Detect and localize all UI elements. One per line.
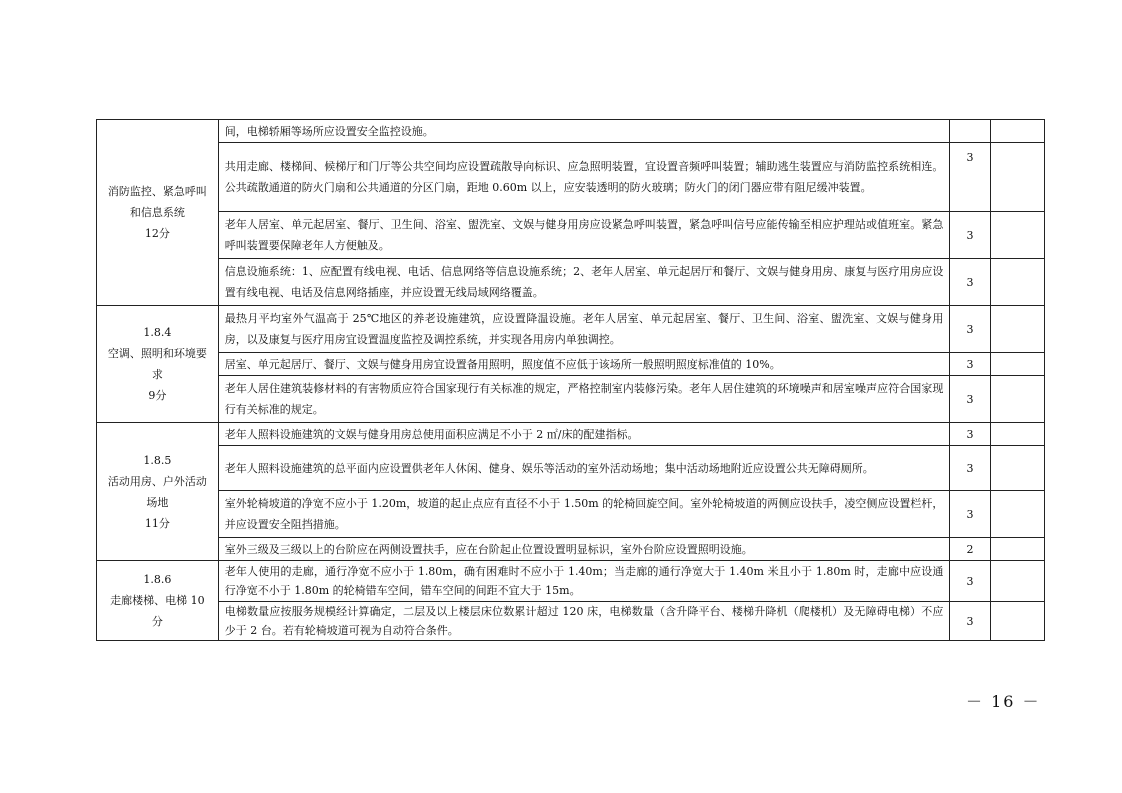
score-cell: 3: [950, 306, 990, 353]
blank-cell: [990, 120, 1044, 143]
category-line: 求: [151, 368, 163, 381]
requirement-text: 老年人居住建筑装修材料的有害物质应符合国家现行有关标准的规定，严格控制室内装修污染。老年人居住建筑的环境噪声和居室噪声应符合国家现行有关标准的规定。: [218, 376, 950, 423]
requirement-text: 共用走廊、楼梯间、候梯厅和门厅等公共空间均应设置疏散导向标识、应急照明装置，宜设置音频呼叫装置；辅助逃生装置应与消防监控系统相连。公共疏散通道的防火门扇和公共通道的分区门扇，距地 0.60m 以上，应安装透明的防火玻璃；防火门的闭门器应带有阻尼缓冲装置。: [218, 143, 950, 212]
score-cell: 3: [950, 423, 990, 446]
requirement-text: 室外三级及三级以上的台阶应在两侧设置扶手，应在台阶起止位置设置明显标识，室外台阶应设置照明设施。: [218, 538, 950, 561]
requirement-text: 居室、单元起居厅、餐厅、文娱与健身用房宜设置备用照明，照度值不应低于该场所一般照明照度标准值的 10%。: [218, 353, 950, 376]
category-cell: [97, 561, 219, 641]
category-line: 走廊楼梯、电梯 10: [110, 594, 205, 607]
category-line: 12分: [144, 227, 170, 240]
table-row: [97, 491, 1045, 538]
table-row: [97, 561, 1045, 602]
category-line: 空调、照明和环境要: [107, 347, 207, 360]
requirement-text: 电梯数量应按服务规模经计算确定，二层及以上楼层床位数累计超过 120 床，电梯数量（含升降平台、楼梯升降机（爬楼机）及无障碍电梯）不应少于 2 台。若有轮椅坡道可视为自动符合条件。: [218, 602, 950, 641]
score-cell: 3: [950, 561, 990, 602]
table-row: [97, 143, 1045, 212]
requirement-text: 老年人居室、单元起居室、餐厅、卫生间、浴室、盥洗室、文娱与健身用房应设紧急呼叫装置，紧急呼叫信号应能传输至相应护理站或值班室。紧急呼叫装置要保障老年人方便触及。: [218, 212, 950, 259]
requirement-text: 老年人照料设施建筑的总平面内应设置供老年人休闲、健身、娱乐等活动的室外活动场地；集中活动场地附近应设置公共无障碍厕所。: [218, 446, 950, 491]
table-row: [97, 423, 1045, 446]
blank-cell: [990, 538, 1044, 561]
table-row: [97, 306, 1045, 353]
score-cell: 3: [950, 602, 990, 641]
requirement-text: 老年人使用的走廊，通行净宽不应小于 1.80m，确有困难时不应小于 1.40m；当走廊的通行净宽大于 1.40m 米且小于 1.80m 时，走廊中应设通行净宽不小于 1.80m 的轮椅错车空间，错车空间的间距不宜大于 15m。: [218, 561, 950, 602]
score-cell: 3: [950, 259, 990, 306]
score-cell: 3: [950, 353, 990, 376]
table-row: [97, 538, 1045, 561]
table-row: [97, 259, 1045, 306]
score-cell: 2: [950, 538, 990, 561]
requirement-text: 老年人照料设施建筑的文娱与健身用房总使用面积应满足不小于 2 ㎡/床的配建指标。: [218, 423, 950, 446]
category-line: 1.8.4: [143, 326, 172, 339]
page-number: － 16 －: [966, 692, 1041, 711]
requirement-text: 最热月平均室外气温高于 25℃地区的养老设施建筑，应设置降温设施。老年人居室、单元起居室、餐厅、卫生间、浴室、盥洗室、文娱与健身用房，以及康复与医疗用房宜设置温度监控及调控系统，并实现各用房内单独调控。: [218, 306, 950, 353]
blank-cell: [990, 491, 1044, 538]
table-row: [97, 212, 1045, 259]
blank-cell: [990, 259, 1044, 306]
table-row: [97, 120, 1045, 143]
category-line: 活动用房、户外活动: [107, 474, 207, 488]
category-line: 场地: [146, 495, 169, 509]
category-line: 1.8.6: [143, 573, 172, 586]
criteria-table: [96, 119, 1045, 641]
blank-cell: [990, 561, 1044, 602]
requirement-text: 间，电梯轿厢等场所应设置安全监控设施。: [218, 120, 950, 143]
blank-cell: [990, 143, 1044, 212]
score-cell: 3: [950, 446, 990, 491]
blank-cell: [990, 446, 1044, 491]
table-row: [97, 376, 1045, 423]
blank-cell: [990, 423, 1044, 446]
blank-cell: [990, 353, 1044, 376]
blank-cell: [990, 212, 1044, 259]
blank-cell: [990, 602, 1044, 641]
category-cell: [97, 120, 219, 306]
category-line: 11分: [144, 516, 170, 530]
score-cell: 3: [950, 491, 990, 538]
category-line: 9分: [148, 389, 167, 402]
category-line: 1.8.5: [143, 453, 172, 467]
score-cell: [950, 120, 990, 143]
category-line: 分: [151, 615, 163, 628]
score-cell: 3: [950, 376, 990, 423]
requirement-text: 室外轮椅坡道的净宽不应小于 1.20m，坡道的起止点应有直径不小于 1.50m 的轮椅回旋空间。室外轮椅坡道的两侧应设扶手，凌空侧应设置栏杆，并应设置安全阻挡措施。: [218, 491, 950, 538]
table-row: [97, 602, 1045, 641]
category-line: 和信息系统: [129, 206, 185, 219]
category-cell: [97, 423, 219, 561]
table-row: [97, 353, 1045, 376]
score-cell: 3: [950, 212, 990, 259]
table-row: [97, 446, 1045, 491]
blank-cell: [990, 306, 1044, 353]
blank-cell: [990, 376, 1044, 423]
requirement-text: 信息设施系统：1、应配置有线电视、电话、信息网络等信息设施系统；2、老年人居室、单元起居厅和餐厅、文娱与健身用房、康复与医疗用房应设置有线电视、电话及信息网络插座，并应设置无线局域网络覆盖。: [218, 259, 950, 306]
score-cell: 3: [950, 143, 990, 212]
category-line: 消防监控、紧急呼叫: [107, 185, 207, 198]
category-cell: [97, 306, 219, 423]
